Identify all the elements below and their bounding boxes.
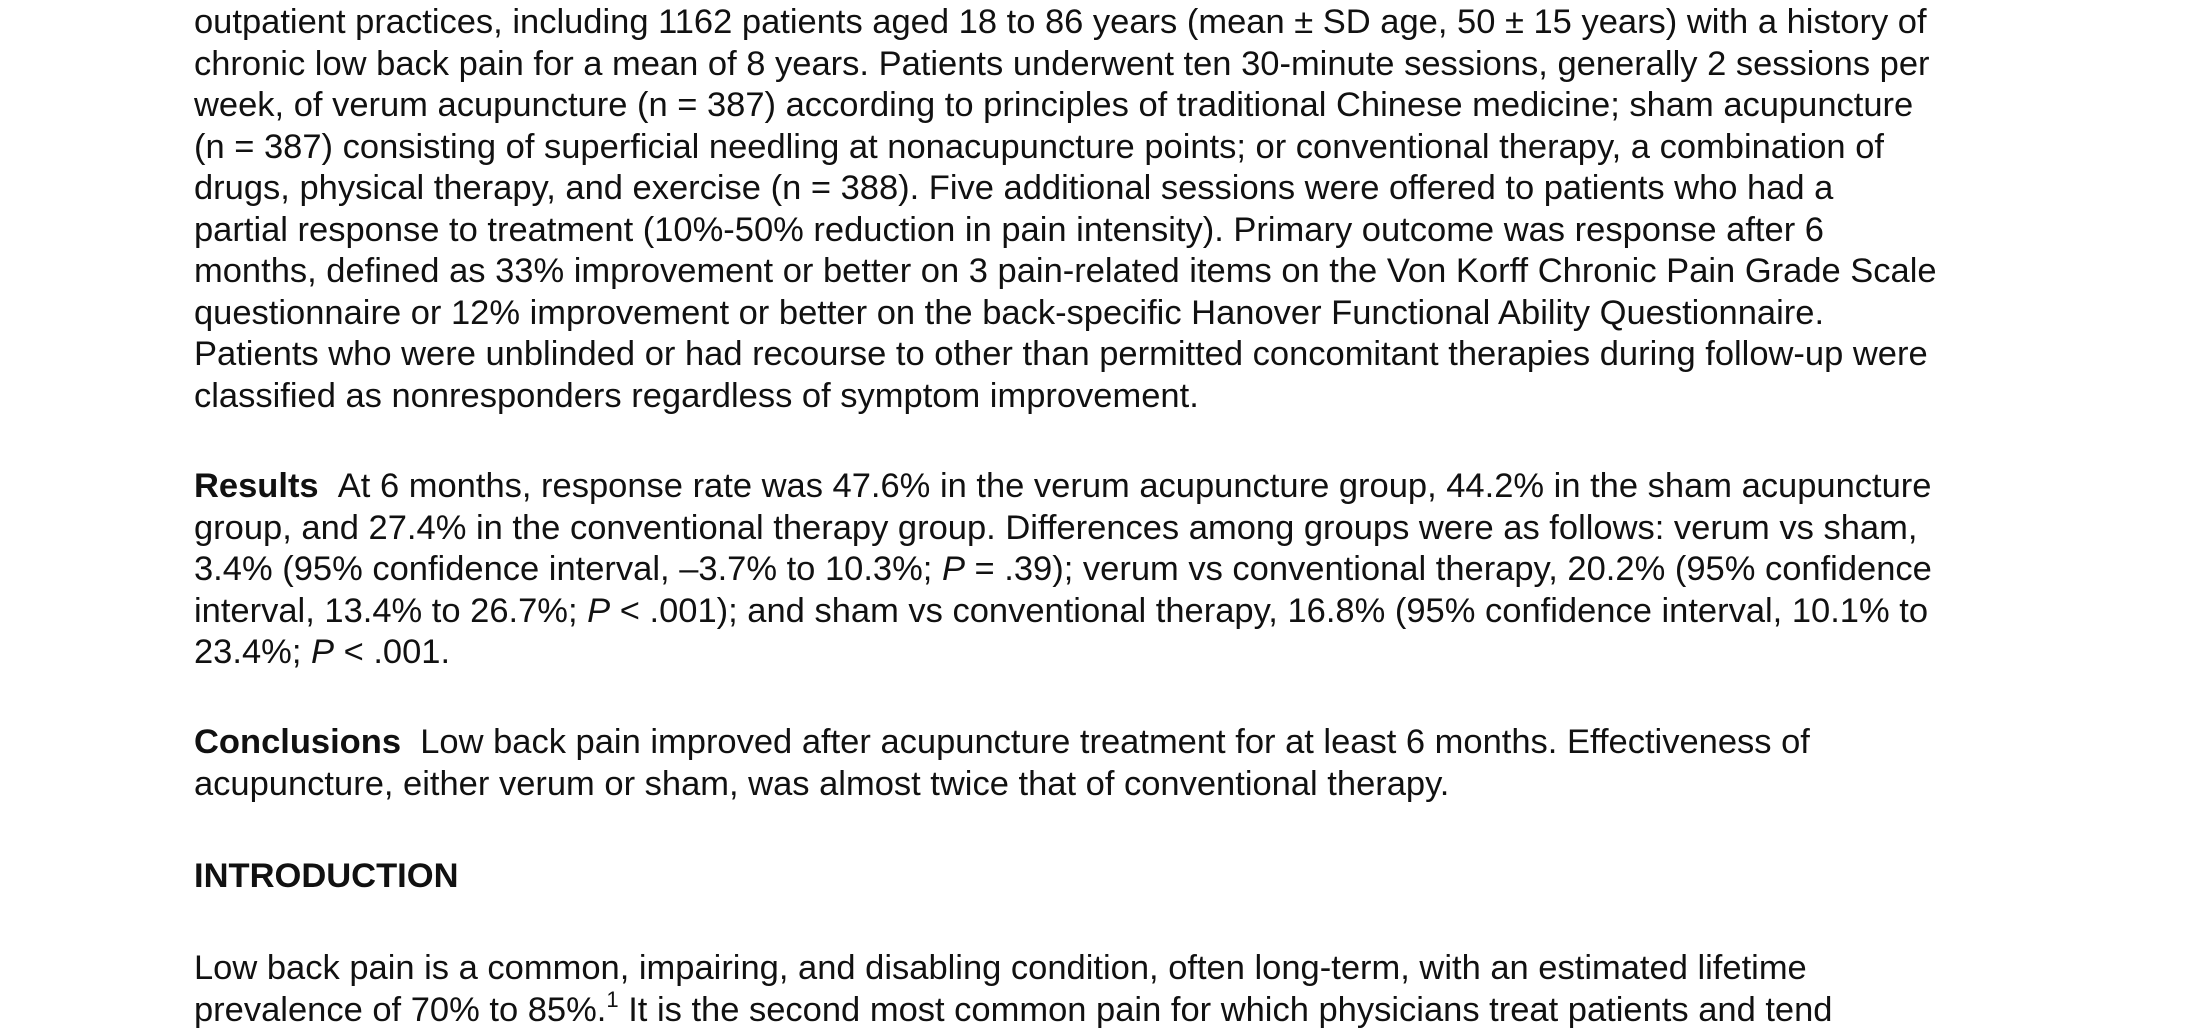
introduction-paragraph bbox=[194, 948, 2074, 1031]
methods-line: Patients who were unblinded or had recourse to other than permitted concomitant therapies during follow-up were bbox=[194, 335, 1928, 373]
methods-line: outpatient practices, including 1162 patients aged 18 to 86 years (mean ± SD age, 50 ± 15 years) with a history of bbox=[194, 3, 1927, 41]
conclusions-heading: Conclusions bbox=[194, 723, 402, 761]
conclusions-text: Low back pain improved after acupuncture treatment for at least 6 months. Effectiveness of bbox=[420, 723, 1810, 761]
p-value-symbol: P bbox=[941, 550, 965, 588]
introduction-text: prevalence of 70% to 85%. bbox=[194, 990, 607, 1029]
results-text: = .39); verum vs conventional therapy, 20.2% (95% confidence bbox=[964, 550, 1932, 588]
methods-line: chronic low back pain for a mean of 8 years. Patients underwent ten 30-minute sessions, generally 2 sessions per bbox=[194, 44, 1930, 83]
methods-line: months, defined as 33% improvement or better on 3 pain-related items on the Von Korff Chronic Pain Grade Scale bbox=[194, 252, 1937, 290]
methods-line: partial response to treatment (10%-50% reduction in pain intensity). Primary outcome was response after 6 bbox=[194, 210, 1824, 249]
results-text: At 6 months, response rate was 47.6% in the verum acupuncture group, 44.2% in the sham acupuncture bbox=[337, 467, 1932, 505]
results-text: 23.4%; bbox=[194, 633, 311, 671]
methods-line: classified as nonresponders regardless of symptom improvement. bbox=[194, 376, 1199, 415]
conclusions-paragraph bbox=[194, 722, 2074, 805]
methods-line: drugs, physical therapy, and exercise (n = 388). Five additional sessions were offered to patients who had a bbox=[194, 169, 1834, 207]
introduction-section bbox=[194, 856, 2074, 898]
results-heading: Results bbox=[194, 467, 319, 505]
introduction-heading: INTRODUCTION bbox=[194, 857, 459, 895]
methods-line: week, of verum acupuncture (n = 387) according to principles of traditional Chinese medicine; sham acupuncture bbox=[194, 86, 1914, 124]
results-text: interval, 13.4% to 26.7%; bbox=[194, 591, 588, 630]
p-value-symbol: P bbox=[587, 591, 611, 630]
introduction-text: It is the second most common pain for which physicians treat patients and tend bbox=[618, 990, 1833, 1029]
results-text: 3.4% (95% confidence interval, –3.7% to 10.3%; bbox=[194, 550, 942, 588]
p-value-symbol: P bbox=[311, 633, 335, 671]
methods-line: questionnaire or 12% improvement or better on the back-specific Hanover Functional Ability Questionnaire. bbox=[194, 293, 1825, 332]
methods-line: (n = 387) consisting of superficial needling at nonacupuncture points; or conventional therapy, a combination of bbox=[194, 127, 1884, 166]
results-text: < .001); and sham vs conventional therapy, 16.8% (95% confidence interval, 10.1% to bbox=[610, 591, 1929, 630]
results-paragraph bbox=[194, 466, 2074, 674]
results-text: group, and 27.4% in the conventional therapy group. Differences among groups were as follows: verum vs sham, bbox=[194, 508, 1918, 547]
conclusions-text: acupuncture, either verum or sham, was almost twice that of conventional therapy. bbox=[194, 764, 1450, 803]
methods-paragraph bbox=[194, 2, 2074, 417]
citation-superscript: 1 bbox=[606, 986, 619, 1012]
results-text: < .001. bbox=[334, 633, 451, 671]
introduction-text: Low back pain is a common, impairing, and disabling condition, often long-term, with an estimated lifetime bbox=[194, 949, 1807, 987]
